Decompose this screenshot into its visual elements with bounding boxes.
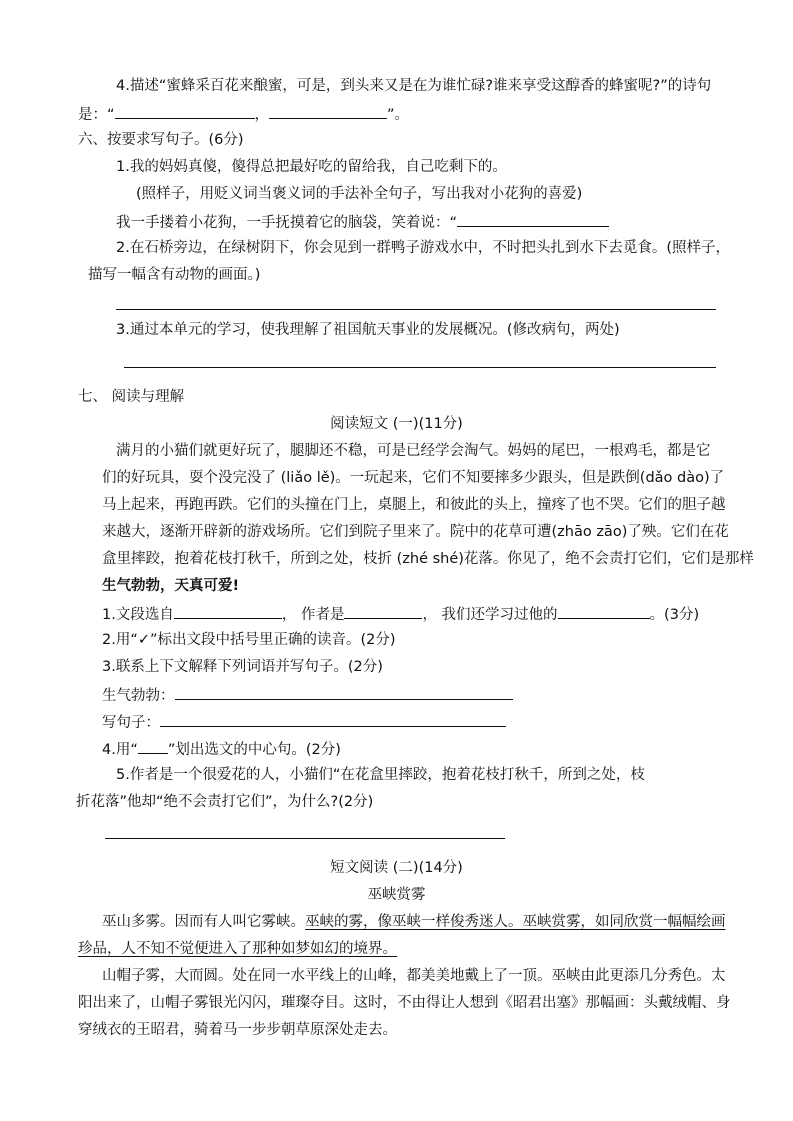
passage-2-p1-plain: 巫山多雾。因而有人叫它雾峡。: [102, 914, 305, 930]
q1-part-b: ， 作者是: [281, 607, 345, 623]
passage-2-p1-line2: [78, 939, 397, 959]
sentence-1-answer-blank[interactable]: [457, 211, 609, 227]
q3-sentence-label: 写句子：: [102, 715, 160, 731]
sentence-1: 1.我的妈妈真傻，傻得总把最好吃的留给我，自己吃剩下的。: [116, 159, 507, 175]
passage-1-line: 来越大，逐渐开辟新的游戏场所。它们到院子里来了。院中的花草可遭(zhāo zāo)了殃。它们在花: [102, 524, 729, 540]
passage-1-heading: 阅读短文 (一)(11分): [330, 416, 463, 432]
passage-1-line: 生气勃勃，天真可爱!: [102, 578, 240, 594]
passage-2-p1-underlined: 巫峡的雾，像巫峡一样俊秀迷人。巫峡赏雾，如同欣赏一幅幅绘画: [305, 914, 726, 930]
passage-1-q5-line1: 5.作者是一个很爱花的人，小猫们“在花盒里摔跤，抱着花枝打秋千，所到之处，枝: [116, 767, 645, 783]
passage-1-q3-sentence: [102, 711, 506, 733]
q5-answer-line[interactable]: [105, 838, 505, 839]
sentence-1-hint: (照样子，用贬义词当褒义词的手法补全句子，写出我对小花狗的喜爱): [136, 186, 583, 202]
sentence-2-line1: 2.在石桥旁边，在绿树阴下，你会见到一群鸭子游戏水中，不时把头扎到水下去觅食。(照样子，: [116, 240, 730, 256]
passage-2-p2-line: 穿绒衣的王昭君，骑着马一步步朝草原深处走去。: [78, 1022, 397, 1038]
poem-blank-2[interactable]: [269, 103, 387, 119]
passage-2-p2-line: 阳出来了，山帽子雾银光闪闪，璀璨夺目。这时，不由得让人想到《昭君出塞》那幅画：头戴绒帽、身: [78, 995, 731, 1011]
sentence-3-answer-line[interactable]: [124, 367, 716, 368]
sentence-1-answer: [116, 211, 609, 233]
passage-1-line: 盒里摔跤，抱着花枝打秋千，所到之处，枝折 (zhé shé)花落。你见了，绝不会责打它们，它们是那样: [102, 551, 754, 567]
passage-1-q2: 2.用“✓”标出文段中括号里正确的读音。(2分): [102, 632, 396, 648]
passage-2-p1-line1: [102, 912, 726, 932]
passage-1-line: 满月的小猫们就更好玩了，腿脚还不稳，可是已经学会淘气。妈妈的尾巴，一根鸡毛，都是它: [116, 443, 711, 459]
poem-separator: ，: [254, 107, 270, 123]
section-6-title: 六、按要求写句子。(6分): [78, 132, 244, 148]
sentence-2-line2: 描写一幅含有动物的画面。): [88, 267, 261, 283]
sentence-2-answer-line[interactable]: [116, 309, 716, 310]
passage-1-q5-line2: 折花落”他却“绝不会责打它们”，为什么?(2分): [76, 794, 374, 810]
q1-blank-source[interactable]: [174, 603, 282, 619]
q1-part-c: ， 我们还学习过他的: [422, 607, 558, 623]
poem-question-line2: [78, 103, 409, 125]
q1-part-d: 。(3分): [649, 607, 700, 623]
poem-suffix: ”。: [387, 107, 410, 123]
q4-underline-sample: [138, 738, 168, 754]
q3-word-label: 生气勃勃：: [102, 688, 175, 704]
q3-sentence-blank[interactable]: [160, 711, 506, 727]
q1-blank-work[interactable]: [558, 603, 650, 619]
passage-1-q3-word: [102, 684, 513, 706]
passage-2-heading: 短文阅读 (二)(14分): [330, 860, 463, 876]
q4-part-b: ”划出选文的中心句。(2分): [167, 742, 341, 758]
sentence-1-answer-prefix: 我一手搂着小花狗，一手抚摸着它的脑袋，笑着说：“: [116, 215, 458, 231]
poem-blank-1[interactable]: [115, 103, 255, 119]
passage-1-q1: [102, 603, 699, 625]
section-7-title: 七、 阅读与理解: [78, 389, 185, 405]
q3-word-blank[interactable]: [175, 684, 513, 700]
q1-part-a: 1.文段选自: [102, 607, 174, 623]
passage-2-title: 巫峡赏雾: [367, 887, 426, 903]
poem-question-line1: 4.描述“蜜蜂采百花来酿蜜，可是，到头来又是在为谁忙碌?谁来享受这醇香的蜂蜜呢?”的诗句: [116, 78, 712, 94]
passage-1-line: 马上起来，再跑再跌。它们的头撞在门上，桌腿上，和彼此的头上，撞疼了也不哭。它们的胆子越: [102, 497, 726, 513]
q1-blank-author[interactable]: [344, 603, 422, 619]
sentence-3: 3.通过本单元的学习，使我理解了祖国航天事业的发展概况。(修改病句，两处): [116, 322, 620, 338]
poem-prefix: 是：“: [78, 107, 115, 123]
q4-part-a: 4.用“: [102, 742, 138, 758]
passage-1-q4: [102, 738, 341, 760]
passage-2-p2-line: 山帽子雾，大而圆。处在同一水平线上的山峰，都美美地戴上了一顶。巫峡由此更添几分秀色。太: [102, 968, 726, 984]
passage-1-q3: 3.联系上下文解释下列词语并写句子。(2分): [102, 659, 383, 675]
passage-1-line: 们的好玩具，耍个没完没了 (liǎo lě)。一玩起来，它们不知要摔多少跟头，但是跌倒(dǎo dào)了: [102, 470, 725, 486]
passage-2-p1-underlined-2: 珍品，人不知不觉便进入了那种如梦如幻的境界。: [78, 941, 397, 957]
